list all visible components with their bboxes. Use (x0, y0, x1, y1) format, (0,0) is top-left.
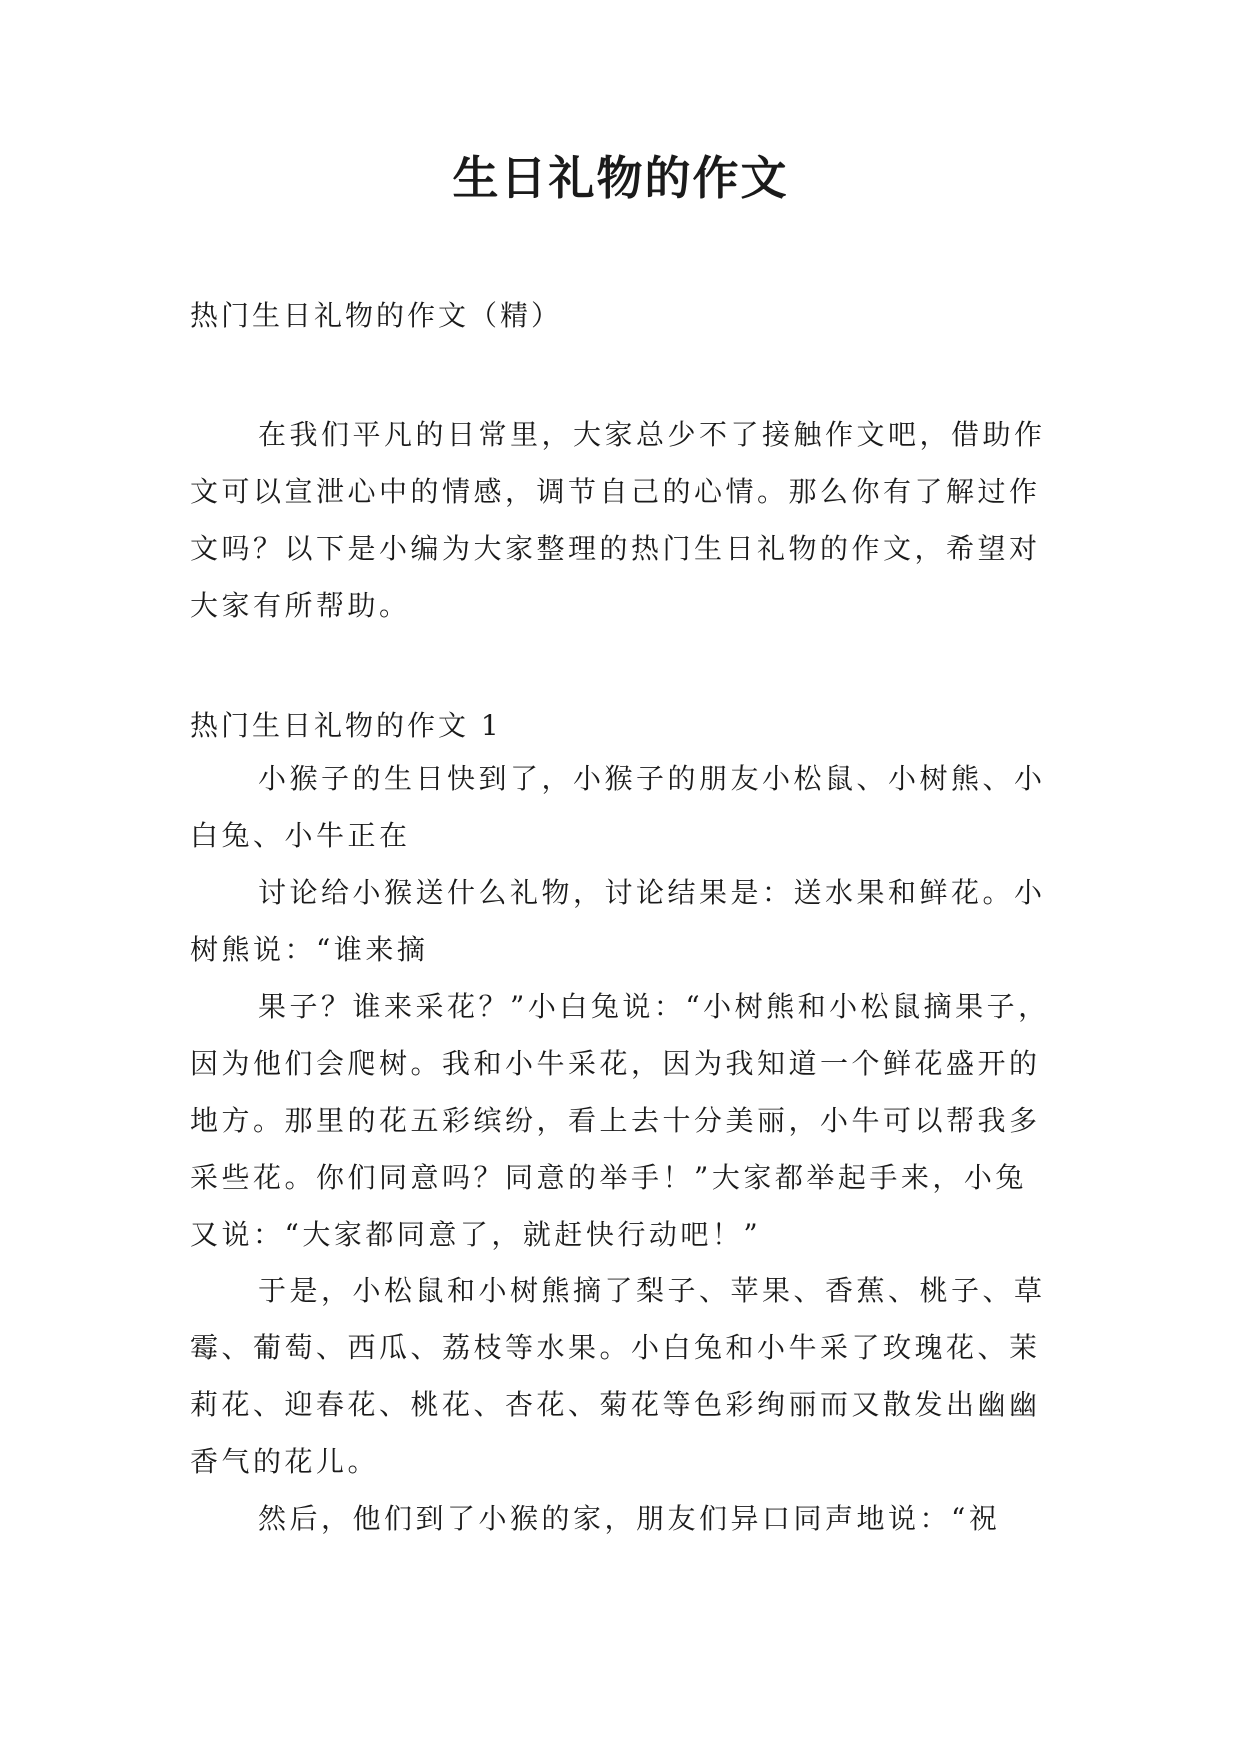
document-title: 生日礼物的作文 (452, 151, 789, 205)
section-heading: 热门生日礼物的作文 1 (190, 709, 502, 742)
body-paragraph: 讨论给小猴送什么礼物，讨论结果是：送水果和鲜花。小树熊说：“谁来摘 (190, 876, 1046, 966)
intro-paragraph: 在我们平凡的日常里，大家总少不了接触作文吧，借助作文可以宣泄心中的情感，调节自己的心情。那么你有了解过作文吗？以下是小编为大家整理的热门生日礼物的作文，希望对大家有所帮助。 (190, 418, 1046, 622)
body-paragraph: 果子？谁来采花？”小白兔说：“小树熊和小松鼠摘果子，因为他们会爬树。我和小牛采花，因为我知道一个鲜花盛开的地方。那里的花五彩缤纷，看上去十分美丽，小牛可以帮我多采些花。你们同意吗？同意的举手！”大家都举起手来，小兔又说：“大家都同意了，就赶快行动吧！” (190, 990, 1050, 1251)
body-paragraph: 于是，小松鼠和小树熊摘了梨子、苹果、香蕉、桃子、草霉、葡萄、西瓜、荔枝等水果。小白兔和小牛采了玫瑰花、茉莉花、迎春花、桃花、杏花、菊花等色彩绚丽而又散发出幽幽香气的花儿。 (190, 1274, 1046, 1478)
body-paragraph: 然后，他们到了小猴的家，朋友们异口同声地说：“祝 (258, 1502, 1001, 1535)
document-subtitle: 热门生日礼物的作文（精） (190, 299, 563, 332)
body-paragraph: 小猴子的生日快到了，小猴子的朋友小松鼠、小树熊、小白兔、小牛正在 (190, 762, 1046, 852)
